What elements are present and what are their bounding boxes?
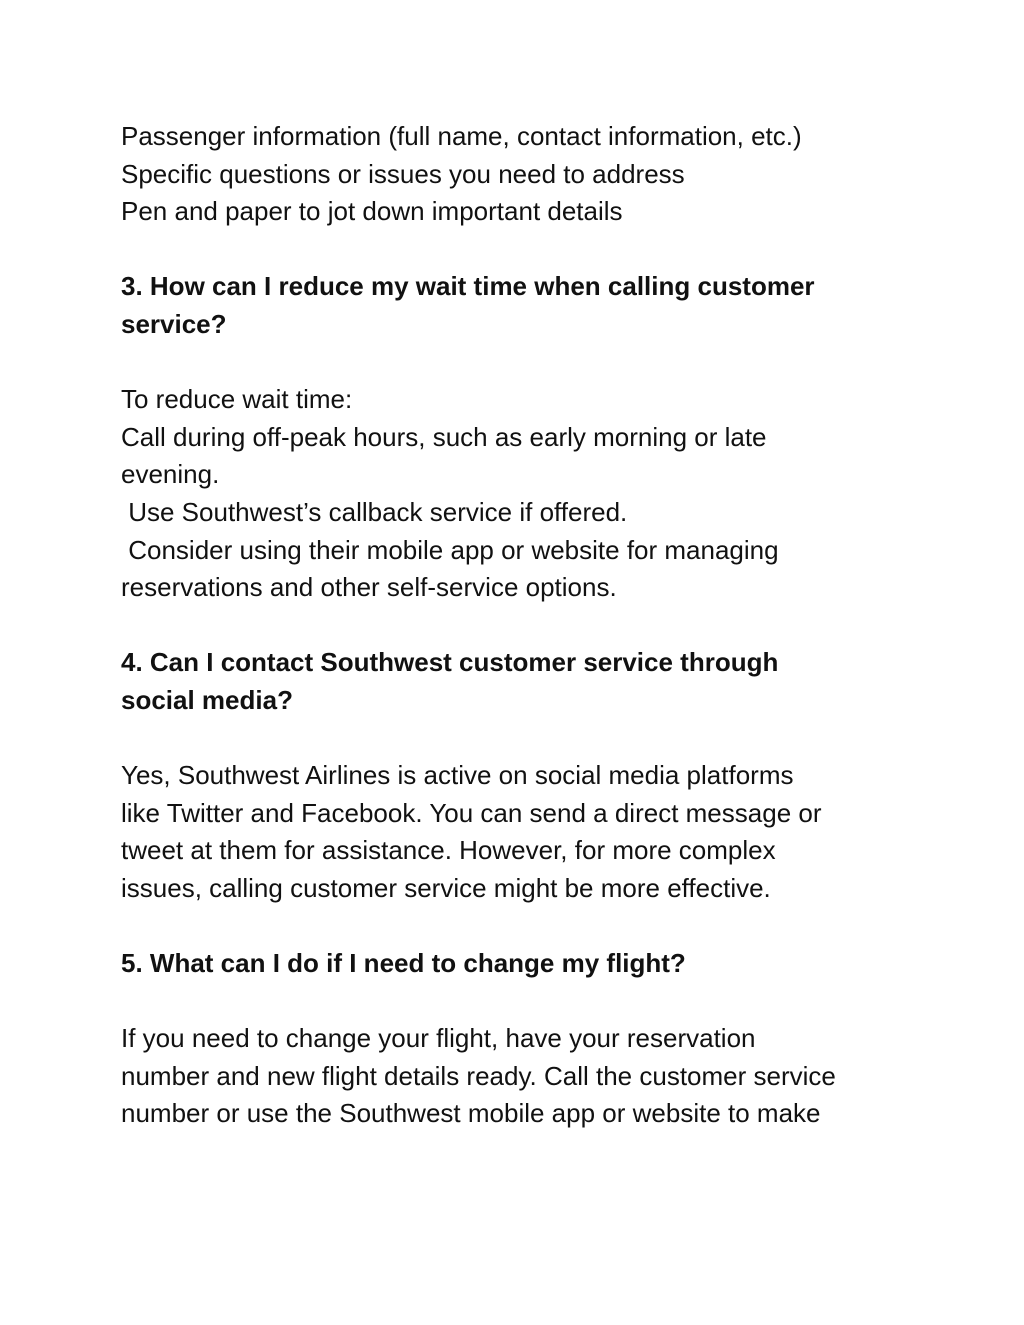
answer-line: Use Southwest’s callback service if offered. [121,496,628,527]
paragraph-gap [121,344,921,382]
question-heading [121,268,921,343]
list-item: Specific questions or issues you need to address [121,158,685,189]
answer-line: Consider using their mobile app or website for managing [121,534,779,565]
faq-section-4 [121,644,921,907]
answer-line: number and new flight details ready. Call the customer service [121,1060,836,1091]
paragraph-gap [121,607,921,645]
answer-text [121,381,921,607]
faq-section-3 [121,268,921,606]
question-heading [121,644,921,719]
answer-line: number or use the Southwest mobile app or website to make [121,1098,821,1129]
document-page [121,118,921,1133]
paragraph-gap [121,983,921,1021]
faq-section-5 [121,945,921,1133]
answer-line: reservations and other self-service options. [121,572,617,603]
answer-text [121,757,921,907]
answer-line: like Twitter and Facebook. You can send a direct message or [121,797,822,828]
answer-line: If you need to change your flight, have your reservation [121,1023,756,1054]
answer-line: Call during off-peak hours, such as early morning or late [121,421,767,452]
list-item: Passenger information (full name, contact information, etc.) [121,121,802,151]
heading-line: 3. How can I reduce my wait time when calling customer [121,271,815,302]
heading-line: social media? [121,684,293,715]
answer-text [121,1020,921,1133]
heading-line: 4. Can I contact Southwest customer service through [121,647,779,678]
list-item: Pen and paper to jot down important details [121,196,623,227]
answer-line: tweet at them for assistance. However, for more complex [121,835,776,866]
paragraph-gap [121,231,921,269]
paragraph-gap [121,907,921,945]
answer-line: Yes, Southwest Airlines is active on social media platforms [121,760,794,791]
intro-list [121,118,921,231]
answer-line: evening. [121,459,220,490]
answer-line: issues, calling customer service might be more effective. [121,872,771,903]
question-heading [121,945,921,983]
paragraph-gap [121,720,921,758]
heading-line: 5. What can I do if I need to change my flight? [121,948,686,979]
answer-line: To reduce wait time: [121,384,353,415]
heading-line: service? [121,308,227,339]
